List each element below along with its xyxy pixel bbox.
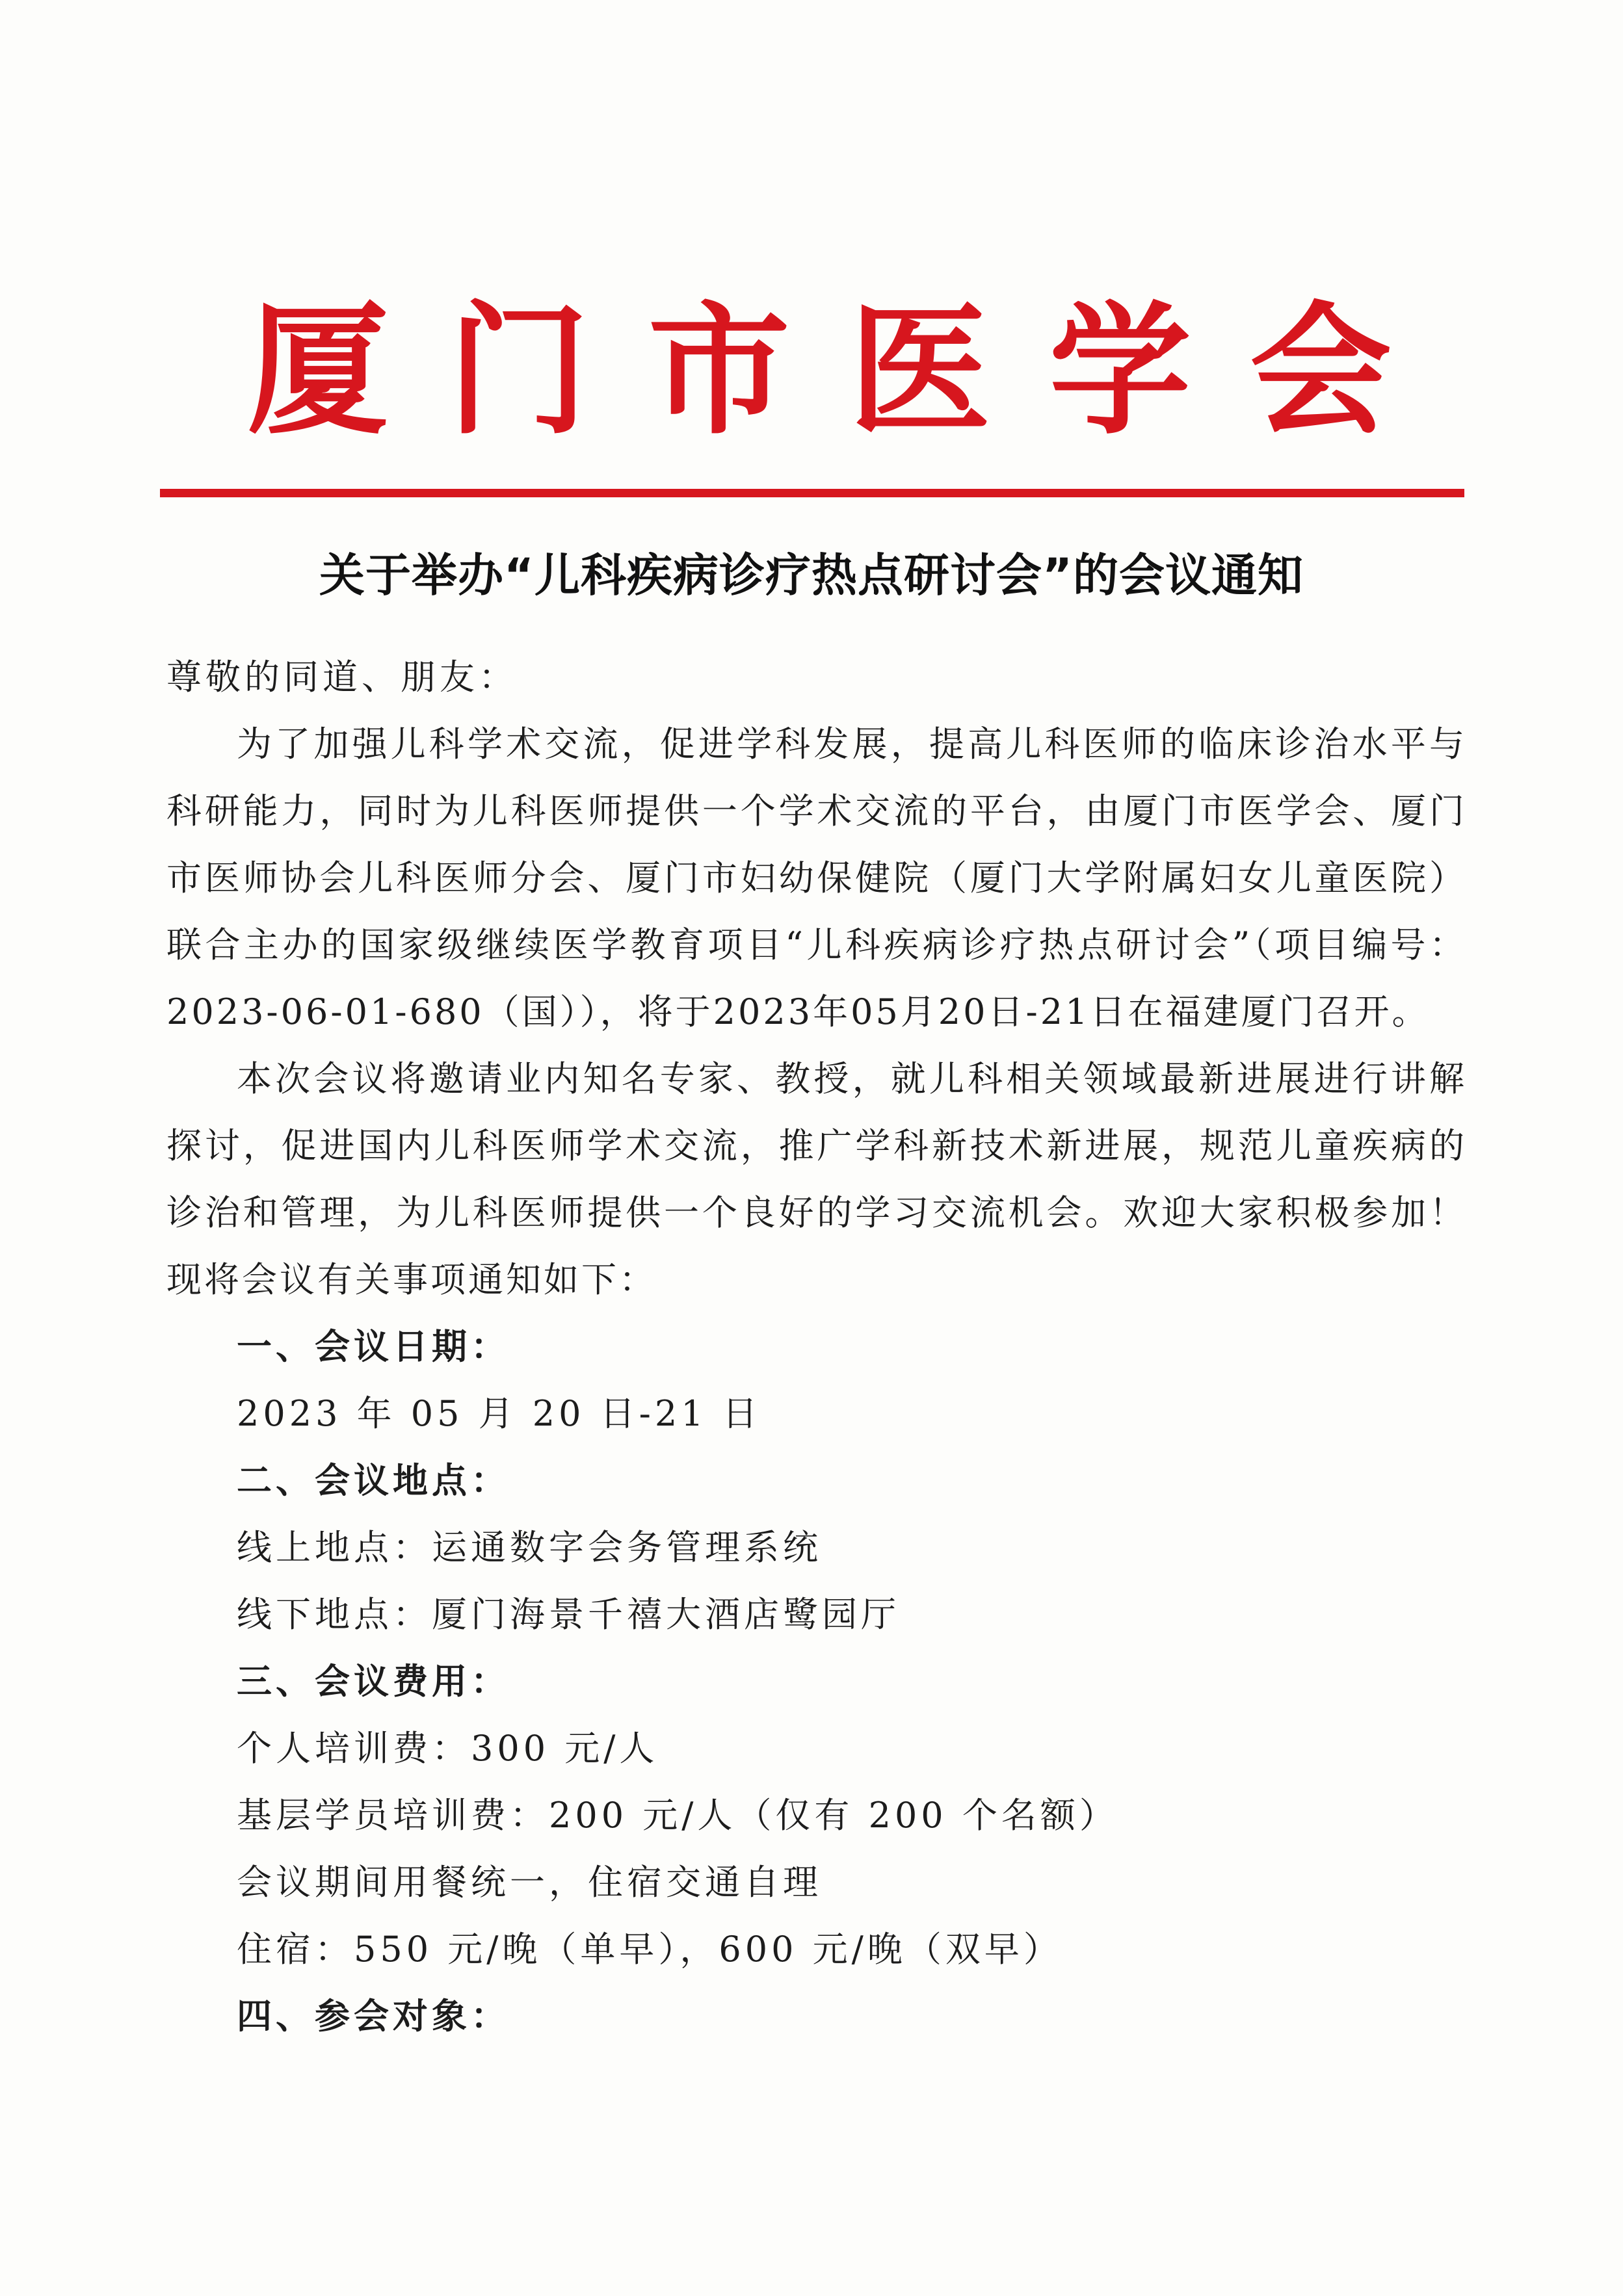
venue-offline: 线下地点：厦门海景千禧大酒店鹭园厅 — [237, 1594, 900, 1635]
venue-online: 线上地点：运通数字会务管理系统 — [237, 1527, 822, 1568]
fee-individual: 个人培训费：300 元/人 — [237, 1728, 659, 1769]
letterhead-char: 市 — [648, 287, 790, 454]
letterhead-char: 会 — [1249, 287, 1392, 454]
purpose-paragraph: 本次会议将邀请业内知名专家、教授，就儿科相关领域最新进展进行讲解探讨，促进国内儿科医师学术交流，推广学科新技术新进展，规范儿童疾病的诊治和管理，为儿科医师提供一个良好的学习交流机会。欢迎大家积极参加！现将会议有关事项通知如下： — [166, 1058, 1467, 1300]
notice-body — [166, 644, 1467, 2050]
letterhead-char: 门 — [447, 287, 590, 454]
section-heading-participants: 四、参会对象： — [237, 1996, 510, 2037]
section-heading-venue: 二、会议地点： — [237, 1460, 510, 1501]
letterhead-char: 医 — [849, 287, 991, 454]
notice-title: 关于举办“儿科疾病诊疗热点研讨会”的会议通知 — [319, 549, 1304, 602]
salutation: 尊敬的同道、朋友： — [166, 657, 518, 698]
intro-paragraph: 为了加强儿科学术交流，促进学科发展，提高儿科医师的临床诊治水平与科研能力，同时为儿科医师提供一个学术交流的平台，由厦门市医学会、厦门市医师协会儿科医师分会、厦门市妇幼保健院（厦门大学附属妇女儿童医院）联合主办的国家级继续医学教育项目“儿科疾病诊疗热点研讨会”（项目编号：2023-06-01-680（国）），将于2023年05月20日-21日在福建厦门召开。 — [166, 724, 1467, 1032]
fee-lodging: 住宿：550 元/晚（单早），600 元/晚（双早） — [237, 1929, 1062, 1970]
letterhead-char: 学 — [1049, 287, 1191, 454]
meeting-date: 2023 年 05 月 20 日-21 日 — [237, 1393, 761, 1434]
letterhead-divider — [160, 489, 1464, 497]
section-heading-fees: 三、会议费用： — [237, 1661, 510, 1702]
section-heading-date: 一、会议日期： — [237, 1326, 510, 1367]
letterhead-char: 厦 — [247, 287, 389, 454]
fee-meals-note: 会议期间用餐统一，住宿交通自理 — [237, 1862, 822, 1903]
fee-grassroots: 基层学员培训费：200 元/人（仅有 200 个名额） — [237, 1795, 1118, 1836]
letterhead — [247, 286, 1392, 455]
